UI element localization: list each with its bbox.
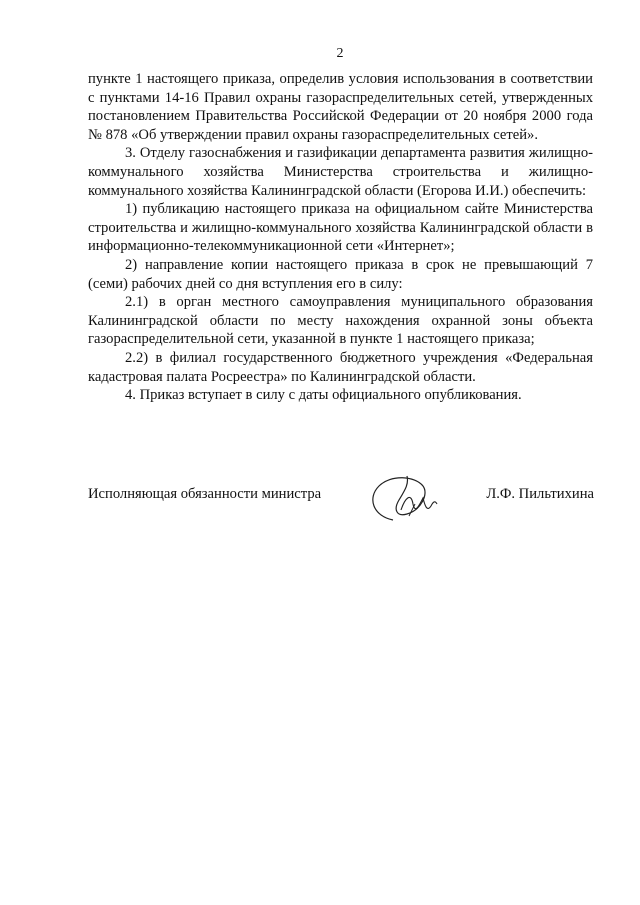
paragraph-subitem-2-2: 2.2) в филиал государственного бюджетного учреждения «Федеральная кадастровая палата Росреестра» по Калининградской области.	[88, 349, 593, 385]
paragraph-subitem-2: 2) направление копии настоящего приказа в срок не превышающий 7 (семи) рабочих дней со дня вступления его в силу:	[88, 256, 593, 292]
document-body	[88, 70, 593, 405]
signature-block	[88, 478, 594, 538]
paragraph-subitem-1: 1) публикацию настоящего приказа на официальном сайте Министерства строительства и жилищно-коммунального хозяйства Калининградской области в информационно-телекоммуникационной сети «Интернет»;	[88, 201, 593, 255]
paragraph-item-4: 4. Приказ вступает в силу с даты официального опубликования.	[125, 387, 522, 404]
signatory-name: Л.Ф. Пильтихина	[486, 486, 594, 502]
paragraph-continuation: пункте 1 настоящего приказа, определив условия использования в соответствии с пунктами 14-16 Правил охраны газораспределительных сетей, утвержденных постановлением Правительства Российской Федерации от 20 ноября 2000 года № 878 «Об утверждении правил охраны газораспределительных сетей».	[88, 71, 593, 143]
paragraph-subitem-2-1: 2.1) в орган местного самоуправления муниципального образования Калининградской области по месту нахождения охранной зоны объекта газораспределительной сети, указанной в пункте 1 настоящего приказа;	[88, 294, 593, 348]
signatory-title: Исполняющая обязанности министра	[88, 486, 322, 502]
paragraph-item-3: 3. Отделу газоснабжения и газификации департамента развития жилищно-коммунального хозяйства Министерства строительства и жилищно-коммунального хозяйства Калининградской области (Егорова И.И.) обеспечить:	[88, 145, 593, 199]
page-number: 2	[336, 46, 344, 61]
handwritten-signature-icon	[363, 470, 443, 526]
